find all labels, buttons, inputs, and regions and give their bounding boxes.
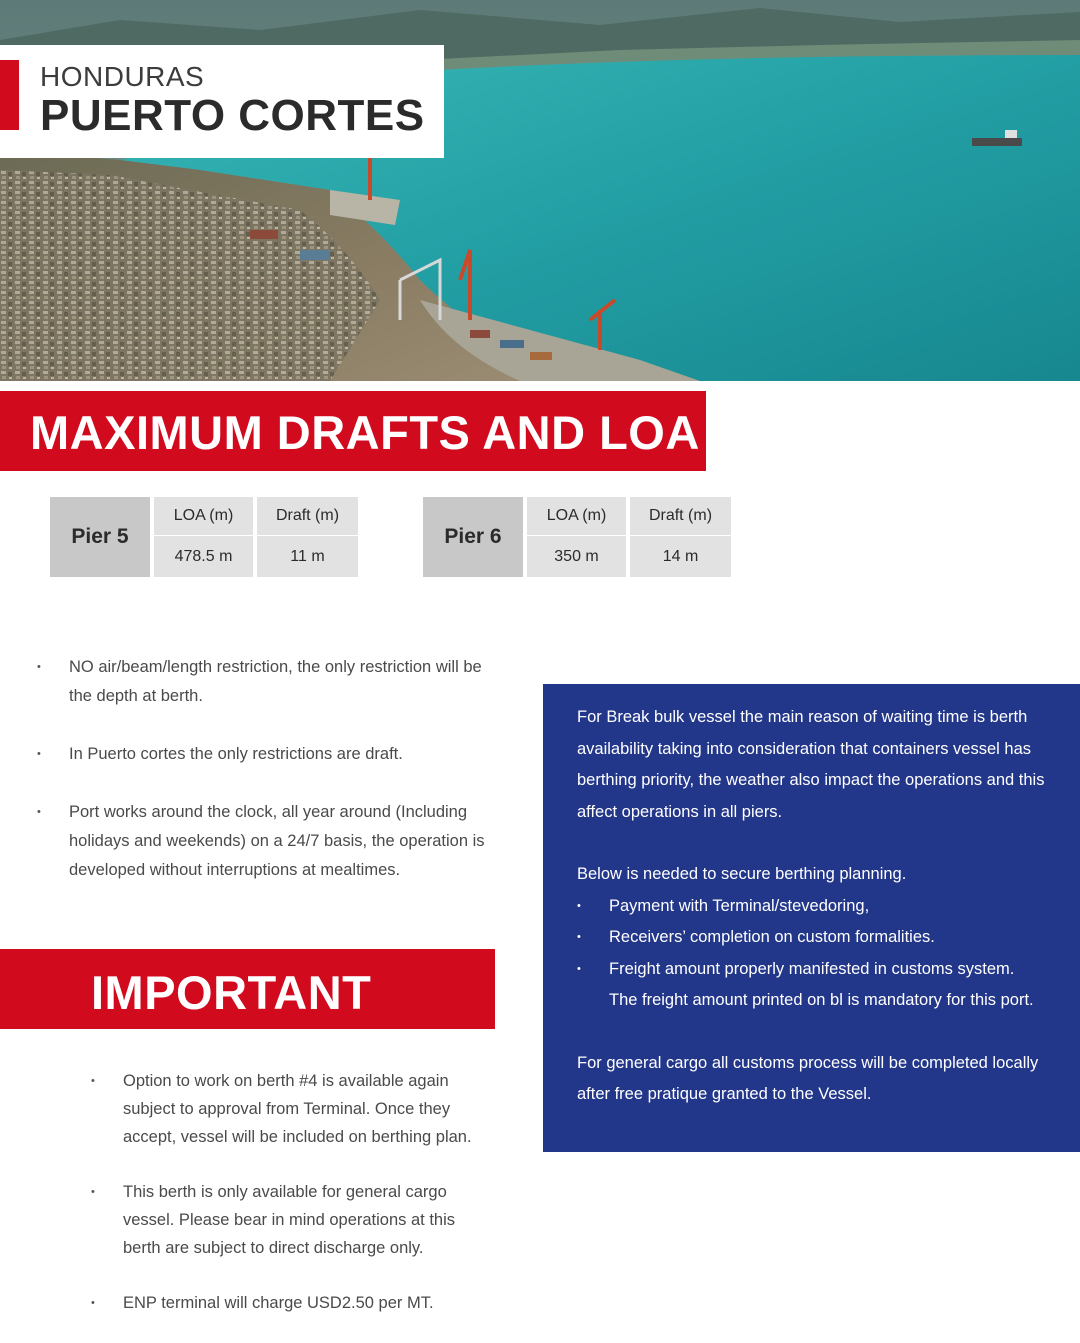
requirements-list xyxy=(577,891,1046,1017)
list-item: • Port works around the clock, all year around (Including holidays and weekends) on a 24/7 basis, the operation is developed without interruptions at mealtimes. xyxy=(37,798,487,885)
pier-name: Pier 5 xyxy=(50,497,150,577)
section-title: MAXIMUM DRAFTS AND LOA xyxy=(30,406,700,459)
restriction-notes xyxy=(37,653,487,914)
info-paragraph: Below is needed to secure berthing planning. xyxy=(577,865,907,883)
list-item: • Option to work on berth #4 is available again subject to approval from Terminal. Once they accept, vessel will be included on berthing plan. xyxy=(91,1067,491,1151)
draft-value: 14 m xyxy=(630,536,731,577)
draft-header: Draft (m) xyxy=(630,497,731,535)
list-item: • ENP terminal will charge USD2.50 per MT. xyxy=(91,1289,491,1317)
list-item: • Payment with Terminal/stevedoring, xyxy=(577,891,1046,923)
berthing-info-box xyxy=(543,684,1080,1152)
important-list xyxy=(91,1067,491,1343)
draft-value: 11 m xyxy=(257,536,358,577)
port-name: PUERTO CORTES xyxy=(40,91,425,140)
loa-value: 350 m xyxy=(527,536,626,577)
info-paragraph: For Break bulk vessel the main reason of waiting time is berth availability taking into consideration that containers vessel has berthing priority, the weather also impact the operations and this affect operations in all piers. xyxy=(577,708,1045,821)
loa-header: LOA (m) xyxy=(527,497,626,535)
pier-name: Pier 6 xyxy=(423,497,523,577)
list-item: • Freight amount properly manifested in customs system. The freight amount printed on bl is mandatory for this port. xyxy=(577,954,1046,1017)
list-item: • NO air/beam/length restriction, the only restriction will be the depth at berth. xyxy=(37,653,487,711)
loa-value: 478.5 m xyxy=(154,536,253,577)
important-banner xyxy=(0,949,495,1029)
title-card xyxy=(0,45,444,158)
country-name: HONDURAS xyxy=(40,61,205,92)
list-item: • This berth is only available for general cargo vessel. Please bear in mind operations at this berth are subject to direct discharge only. xyxy=(91,1178,491,1262)
title-accent-bar xyxy=(0,60,19,130)
info-paragraph: For general cargo all customs process will be completed locally after free pratique granted to the Vessel. xyxy=(577,1053,1039,1103)
draft-header: Draft (m) xyxy=(257,497,358,535)
list-item: • Receivers’ completion on custom formalities. xyxy=(577,922,1046,954)
section-banner xyxy=(0,391,706,471)
loa-header: LOA (m) xyxy=(154,497,253,535)
list-item: • In Puerto cortes the only restrictions are draft. xyxy=(37,740,487,769)
important-title: IMPORTANT xyxy=(91,966,372,1019)
